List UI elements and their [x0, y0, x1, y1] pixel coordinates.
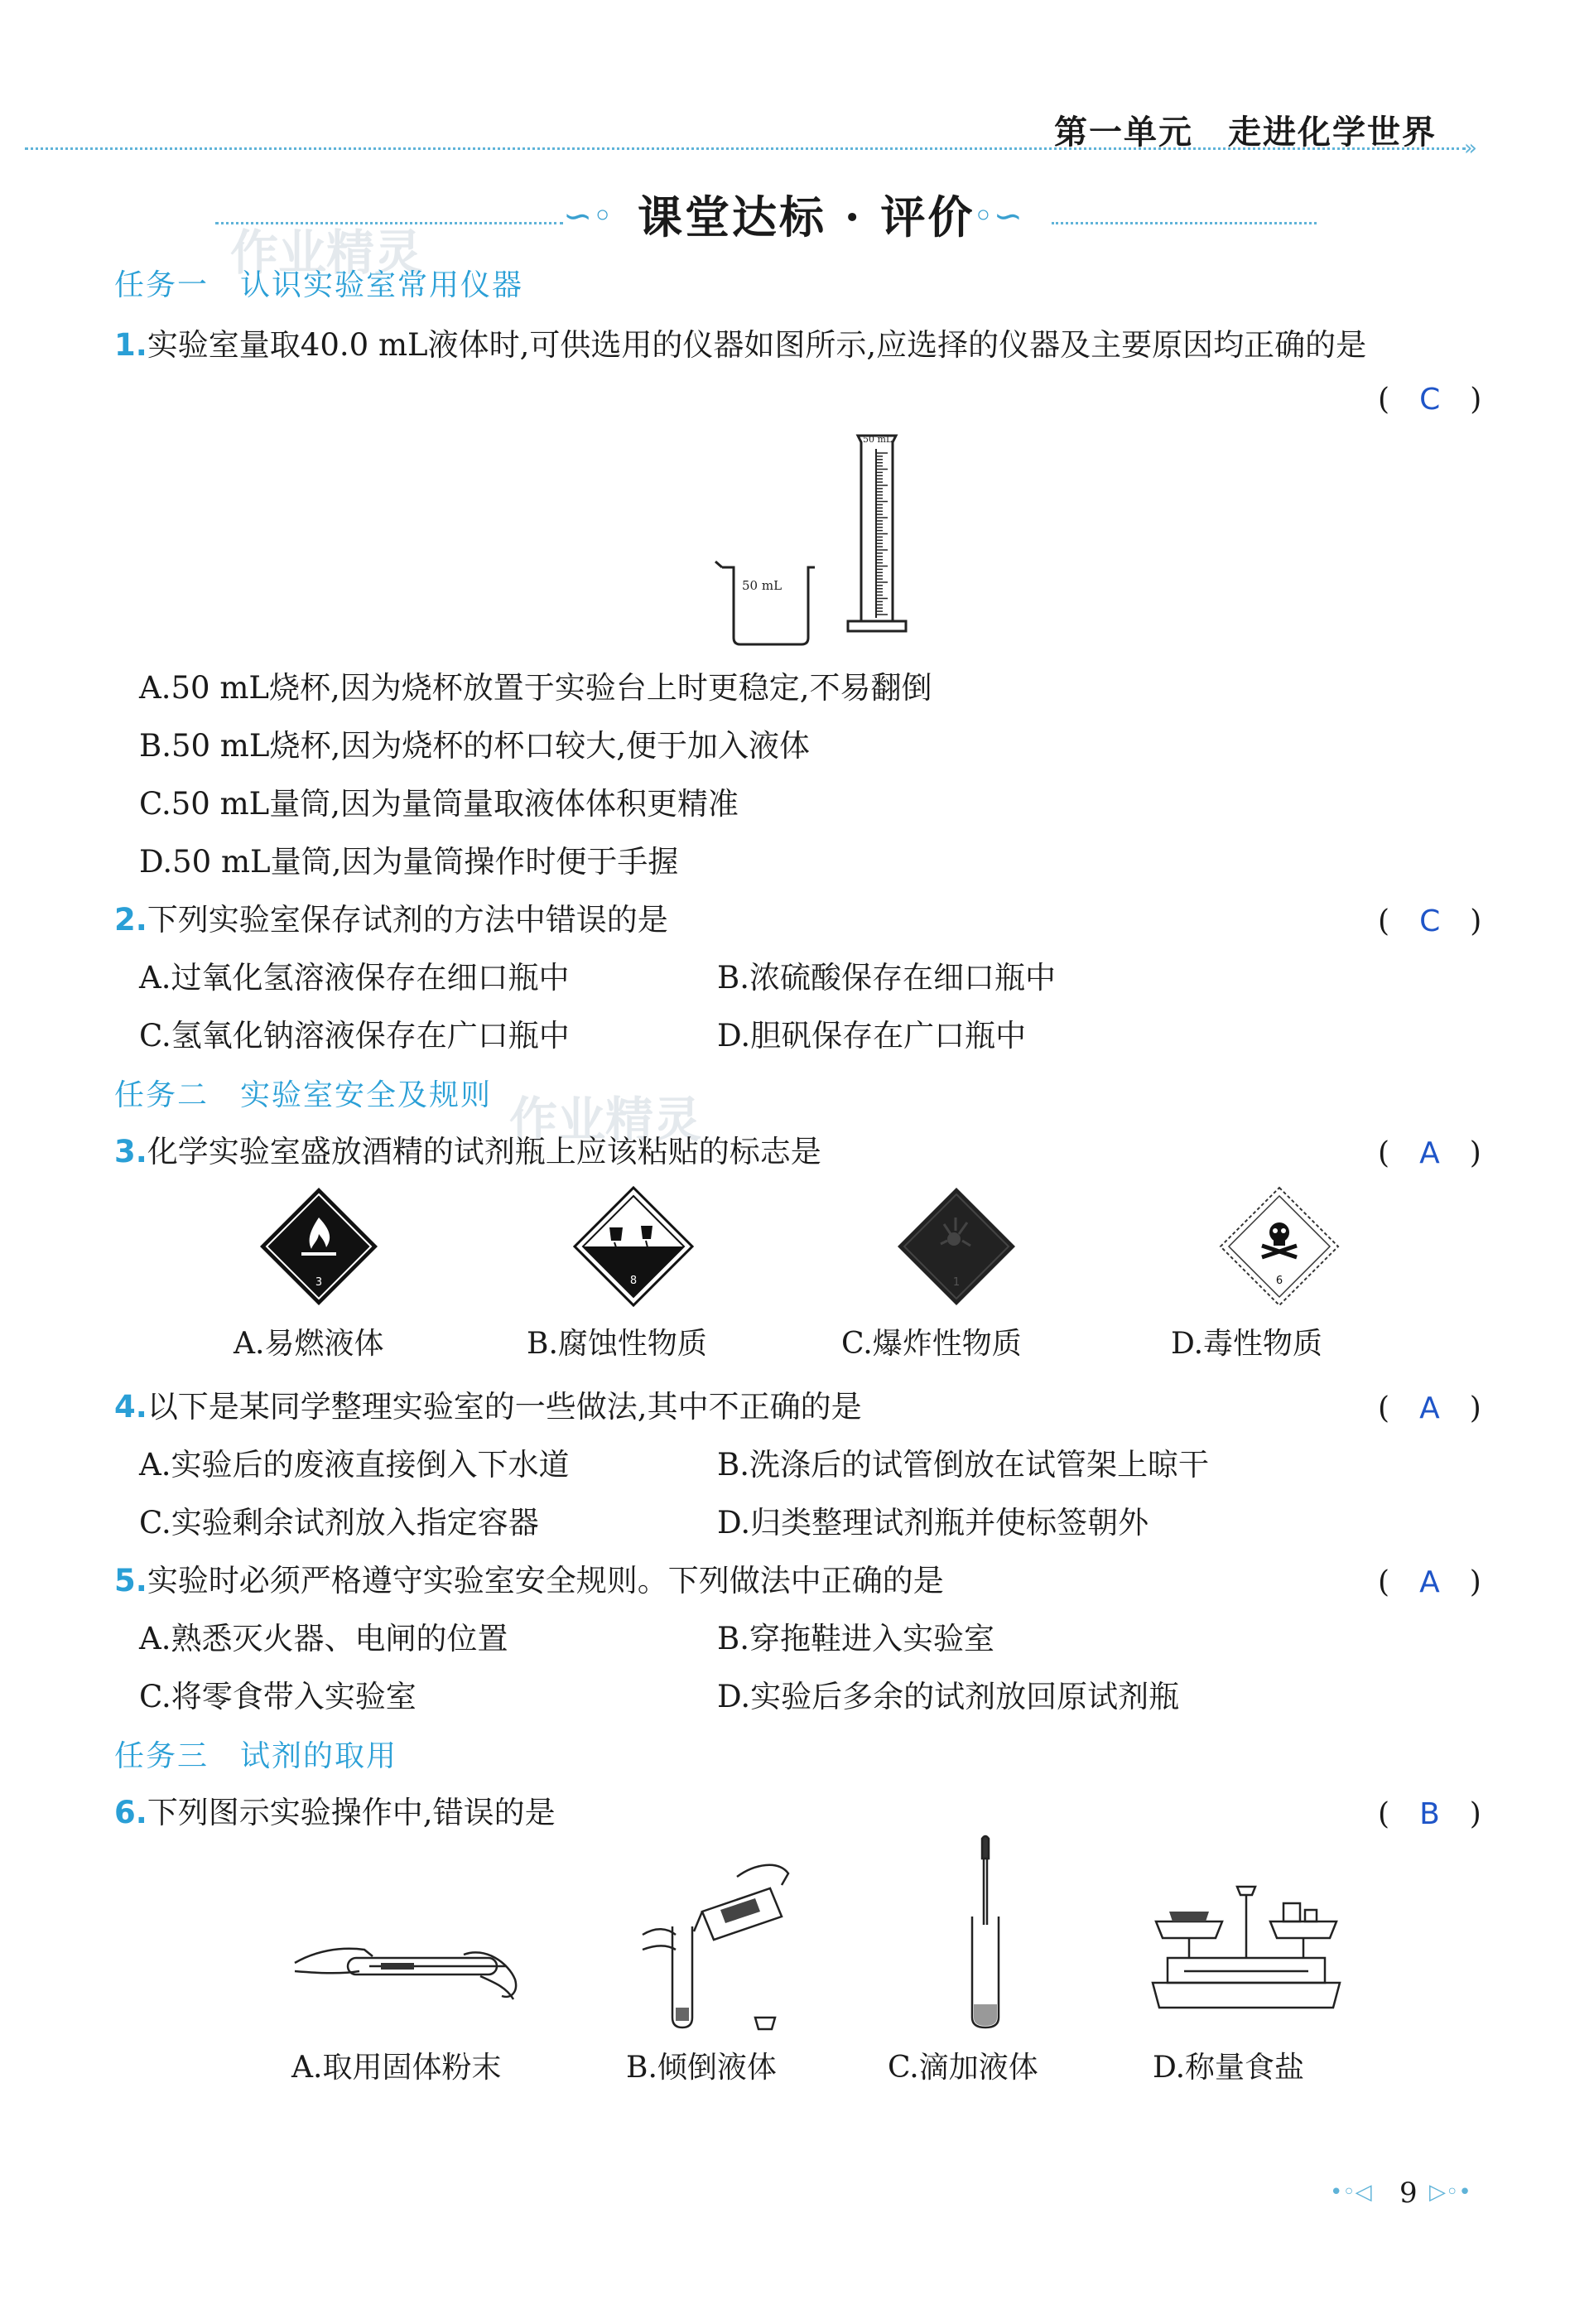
option-b: B.穿拖鞋进入实验室 [717, 1621, 994, 1656]
answer-bracket: ( C ) [1378, 904, 1482, 938]
pouring-liquid-figure [639, 1852, 805, 2034]
answer: A [1419, 1565, 1440, 1599]
option-b: B.浓硫酸保存在细口瓶中 [717, 960, 1056, 996]
question-1 [114, 320, 1366, 364]
beaker-label: 50 mL [742, 578, 783, 593]
question-stem: 实验时必须严格遵守实验室安全规则。下列做法中正确的是 [147, 1563, 944, 1598]
banner-line-right [1052, 222, 1317, 224]
answer-bracket: ( C ) [1378, 383, 1482, 417]
beaker-icon [715, 562, 815, 644]
header-arrow-icon: » [1464, 136, 1477, 161]
toxic-sign-icon [1219, 1186, 1340, 1307]
question-stem: 下列图示实验操作中,错误的是 [147, 1795, 556, 1830]
question-4 [114, 1381, 862, 1426]
question-stem: 实验室量取40.0 mL液体时,可供选用的仪器如图所示,应选择的仪器及主要原因均正确的是 [147, 327, 1367, 363]
banner-swirl-left-icon: ∽◦ [563, 195, 613, 236]
answer-bracket: ( A ) [1378, 1391, 1481, 1425]
watermark: 作业精灵 [509, 1092, 702, 1148]
option-c: C.氢氧化钠溶液保存在广口瓶中 [139, 1018, 570, 1054]
option-a: A.50 mL烧杯,因为烧杯放置于实验台上时更稳定,不易翻倒 [139, 670, 932, 706]
answer: A [1419, 1391, 1440, 1425]
cylinder-label: 50 mL [863, 434, 893, 445]
question-number: 1. [114, 327, 147, 363]
page-deco-left-icon: •◦◁ [1330, 2180, 1372, 2205]
answer-bracket: ( A ) [1378, 1136, 1481, 1170]
question-number: 3. [114, 1134, 147, 1169]
sign-class-number: 1 [952, 1276, 961, 1289]
taking-solid-powder-figure [290, 1921, 530, 2013]
question-number: 5. [114, 1563, 147, 1598]
page-deco-right-icon: ▷◦• [1429, 2180, 1471, 2205]
option-d: D.归类整理试剂瓶并使标签朝外 [717, 1505, 1149, 1540]
answer: C [1419, 904, 1441, 938]
figure-caption-a: A.取用固体粉末 [291, 2051, 502, 2085]
option-b: B.50 mL烧杯,因为烧杯的杯口较大,便于加入液体 [139, 728, 810, 764]
question-6 [114, 1787, 556, 1832]
sign-class-number: 6 [1275, 1275, 1283, 1287]
question-3 [114, 1126, 821, 1171]
task-heading-1: 任务一 认识实验室常用仪器 [114, 268, 524, 302]
dropping-liquid-figure [952, 1834, 1019, 2032]
sign-caption-a: A.易燃液体 [234, 1327, 384, 1361]
option-d: D.胆矾保存在广口瓶中 [717, 1018, 1027, 1054]
sign-class-number: 3 [315, 1276, 323, 1289]
question-number: 2. [114, 902, 147, 938]
sign-caption-b: B.腐蚀性物质 [527, 1327, 707, 1361]
banner-title: 课堂达标 · 评价 [638, 190, 975, 243]
task-heading-2: 任务二 实验室安全及规则 [114, 1078, 493, 1112]
answer: A [1419, 1136, 1440, 1170]
question-number: 6. [114, 1795, 147, 1830]
option-d: D.50 mL量筒,因为量筒操作时便于手握 [139, 844, 679, 880]
option-a: A.实验后的废液直接倒入下水道 [139, 1447, 570, 1483]
option-c: C.将零食带入实验室 [139, 1679, 417, 1714]
answer: C [1419, 383, 1441, 417]
corrosive-sign-icon [573, 1186, 694, 1307]
flammable-liquid-sign-icon [258, 1186, 379, 1307]
weighing-salt-figure [1151, 1875, 1341, 2024]
sign-caption-c: C.爆炸性物质 [841, 1327, 1022, 1361]
explosive-sign-icon [896, 1186, 1017, 1307]
question-stem: 以下是某同学整理实验室的一些做法,其中不正确的是 [147, 1389, 862, 1425]
sign-caption-d: D.毒性物质 [1171, 1327, 1323, 1361]
option-a: A.过氧化氢溶液保存在细口瓶中 [139, 960, 570, 996]
question-5 [114, 1555, 944, 1600]
question-2 [114, 894, 668, 939]
page-number: 9 [1399, 2177, 1418, 2210]
header-rule [25, 147, 1466, 150]
question-stem: 化学实验室盛放酒精的试剂瓶上应该粘贴的标志是 [147, 1134, 821, 1169]
option-b: B.洗涤后的试管倒放在试管架上晾干 [717, 1447, 1209, 1483]
question-stem: 下列实验室保存试剂的方法中错误的是 [147, 902, 668, 938]
answer-bracket: ( B ) [1378, 1797, 1481, 1831]
option-c: C.实验剩余试剂放入指定容器 [139, 1505, 539, 1540]
unit-title: 第一单元 走进化学世界 [1054, 113, 1437, 152]
question-number: 4. [114, 1389, 147, 1425]
sign-class-number: 8 [629, 1275, 638, 1287]
option-a: A.熟悉灭火器、电闸的位置 [139, 1621, 508, 1656]
option-d: D.实验后多余的试剂放回原试剂瓶 [717, 1679, 1180, 1714]
figure-caption-b: B.倾倒液体 [626, 2051, 777, 2085]
figure-caption-d: D.称量食盐 [1153, 2051, 1305, 2085]
task-heading-3: 任务三 试剂的取用 [114, 1739, 398, 1773]
figure-caption-c: C.滴加液体 [888, 2051, 1038, 2085]
answer-bracket: ( A ) [1378, 1565, 1481, 1599]
beaker-and-cylinder-figure [712, 431, 911, 648]
option-c: C.50 mL量筒,因为量筒量取液体体积更精准 [139, 786, 739, 822]
answer: B [1419, 1797, 1440, 1831]
watermark: 作业精灵 [230, 224, 423, 281]
banner-swirl-right-icon: ◦∽ [973, 195, 1023, 236]
